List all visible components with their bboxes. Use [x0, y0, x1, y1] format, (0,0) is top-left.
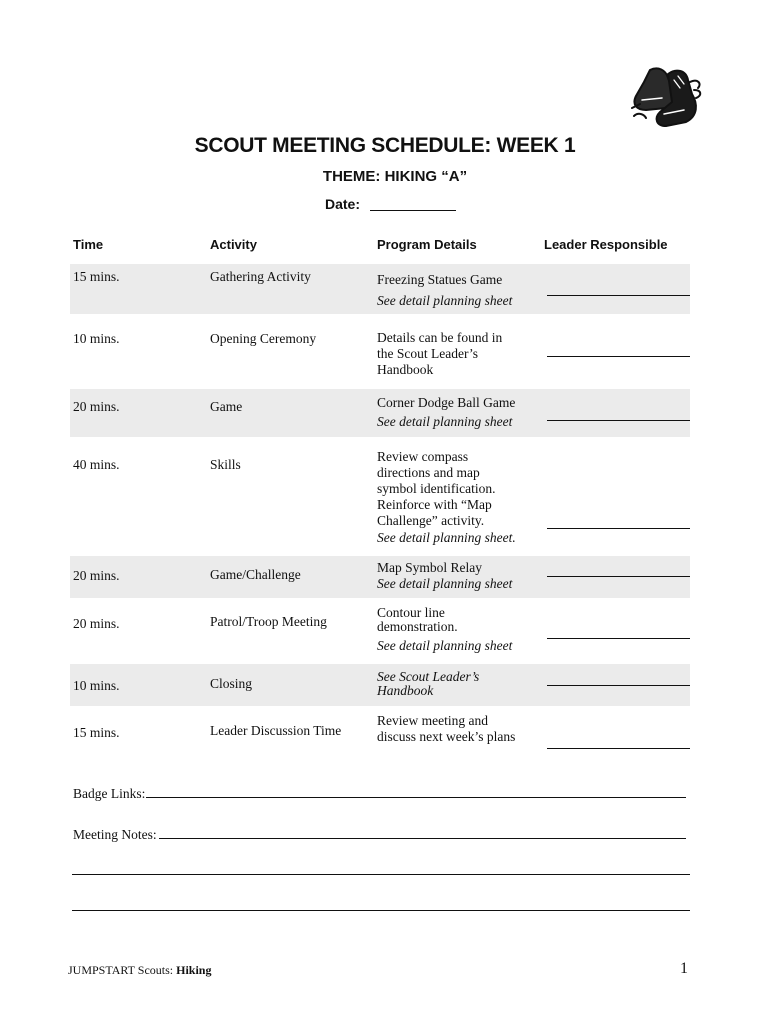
row-details-note: See detail planning sheet [377, 293, 513, 308]
row-time: 40 mins. [73, 457, 120, 472]
leader-responsible-line[interactable] [547, 638, 690, 639]
row-activity: Skills [210, 457, 241, 472]
row-details: Review compass directions and map symbol identification. Reinforce with “Map Challenge” activity. [377, 449, 496, 528]
meeting-notes-field[interactable] [159, 838, 686, 839]
column-header-time: Time [73, 237, 104, 252]
leader-responsible-line[interactable] [547, 748, 690, 749]
meeting-notes-line-2[interactable] [72, 874, 690, 875]
table-row [70, 264, 690, 314]
footer [68, 963, 211, 978]
date-label: Date: [325, 196, 361, 212]
footer-series: JUMPSTART Scouts: [68, 963, 174, 977]
leader-responsible-line[interactable] [547, 685, 690, 686]
row-activity: Gathering Activity [210, 269, 311, 284]
page-title: SCOUT MEETING SCHEDULE: WEEK 1 [194, 134, 576, 157]
leader-responsible-line[interactable] [547, 295, 690, 296]
row-details-note: See detail planning sheet [377, 638, 513, 653]
column-header-leader: Leader Responsible [544, 237, 668, 252]
footer-topic: Hiking [176, 963, 212, 977]
row-time: 20 mins. [73, 399, 120, 414]
table-row [70, 710, 690, 756]
row-details-note: See detail planning sheet [377, 414, 513, 429]
row-details: Review meeting and discuss next week’s plans [377, 713, 516, 744]
hiking-boot-icon [628, 64, 704, 132]
row-time: 15 mins. [73, 725, 120, 740]
row-activity: Game/Challenge [210, 567, 301, 582]
row-time: 10 mins. [73, 678, 120, 693]
table-row [70, 389, 690, 437]
date-field-line[interactable] [370, 210, 456, 211]
row-activity: Closing [210, 676, 253, 691]
table-row [70, 664, 690, 706]
leader-responsible-line[interactable] [547, 356, 690, 357]
column-header-details: Program Details [377, 237, 477, 252]
row-details-note: See Scout Leader’s Handbook [377, 669, 480, 698]
row-details: Details can be found in the Scout Leader’s Handbook [377, 330, 503, 377]
row-activity: Opening Ceremony [210, 331, 317, 346]
row-details: Freezing Statues Game [377, 272, 503, 287]
table-row [70, 326, 690, 380]
row-activity: Leader Discussion Time [210, 723, 342, 738]
row-activity: Patrol/Troop Meeting [210, 614, 327, 629]
row-details-note: See detail planning sheet [377, 576, 513, 591]
badge-links-label: Badge Links: [73, 786, 146, 801]
column-header-activity: Activity [210, 237, 257, 252]
page-number: 1 [680, 960, 688, 977]
row-details: Map Symbol Relay [377, 560, 482, 575]
row-time: 20 mins. [73, 616, 120, 631]
theme-subtitle: THEME: HIKING “A” [322, 168, 468, 185]
row-activity: Game [210, 399, 243, 414]
row-details-note: See detail planning sheet. [377, 530, 516, 545]
row-details: Corner Dodge Ball Game [377, 395, 516, 410]
row-details: Contour line demonstration. [377, 605, 458, 634]
table-row [70, 446, 690, 550]
row-time: 20 mins. [73, 568, 120, 583]
leader-responsible-line[interactable] [547, 576, 690, 577]
leader-responsible-line[interactable] [547, 420, 690, 421]
meeting-notes-label: Meeting Notes: [73, 827, 157, 842]
leader-responsible-line[interactable] [547, 528, 690, 529]
row-time: 10 mins. [73, 331, 120, 346]
row-time: 15 mins. [73, 269, 120, 284]
meeting-notes-line-3[interactable] [72, 910, 690, 911]
table-row [70, 603, 690, 659]
table-row [70, 556, 690, 598]
badge-links-field[interactable] [146, 797, 686, 798]
